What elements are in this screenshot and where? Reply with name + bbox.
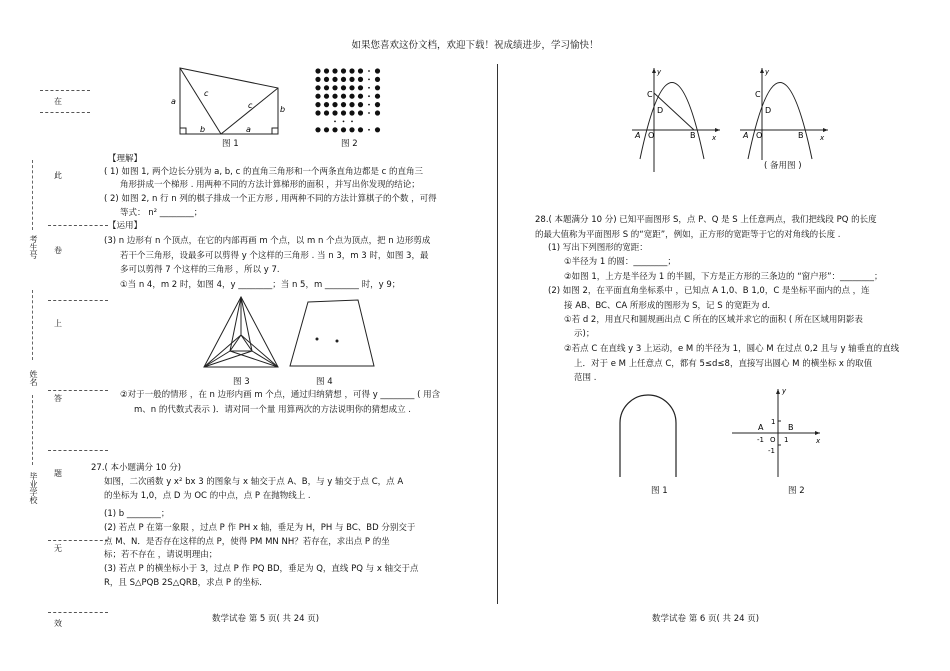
coordinate-axes-figure: [728, 385, 824, 481]
axis-label-x: x: [816, 437, 821, 445]
point-label-A: A: [758, 423, 764, 432]
grid-dot: [349, 68, 354, 73]
question-text: 上．对于 e M 上任意点 C，都有 5≤d≤8，直接写出圆心 M 的横坐标 x 的取值: [574, 359, 873, 369]
fig1-label-a: a: [246, 125, 251, 134]
grid-dot: [349, 94, 354, 99]
question-text: ①若 d 2，用直尺和圆规画出点 C 所在的区域并求它的面积 ( 所在区域用阴影表: [564, 315, 863, 325]
question-text: 示)；: [574, 329, 595, 339]
binding-char: 在: [54, 97, 62, 106]
question-text: 接 AB、BC、CA 所形成的图形为 S，记 S 的宽距为 d．: [564, 301, 776, 311]
grid-dot: [315, 85, 320, 90]
figure-1-trapezoid: [168, 64, 288, 140]
axis-label-y: y: [765, 68, 770, 76]
grid-dot: [375, 68, 380, 73]
ellipsis-dot: [368, 70, 370, 72]
column-divider: [497, 64, 498, 604]
grid-dot: [315, 68, 320, 73]
figure-2-caption: 图 2: [788, 486, 805, 496]
question-27-title: 27.( 本小题满分 10 分): [91, 463, 182, 473]
grid-dot: [341, 85, 346, 90]
grid-dot: [332, 127, 337, 132]
point-label-A: A: [635, 131, 641, 140]
grid-dot: [341, 68, 346, 73]
grid-dot: [324, 94, 329, 99]
question-text: ②若点 C 在直线 y 3 上运动，e M 的半径为 1，圆心 M 在过点 0,2 且与 y 轴垂直的直线: [564, 344, 900, 354]
grid-dot: [315, 110, 320, 115]
grid-dot: [324, 77, 329, 82]
grid-dot: [358, 94, 363, 99]
grid-dot: [358, 102, 363, 107]
ellipsis-dot: [334, 121, 336, 123]
parabola-backup-graph: [736, 64, 832, 164]
page-header: 如果您喜欢这份文档，欢迎下载！祝成绩进步，学习愉快！: [351, 40, 599, 51]
grid-dot: [315, 102, 320, 107]
grid-dot: [341, 110, 346, 115]
question-text: ②如图 1，上方是半径为 1 的半圆，下方是正方形的三条边的 “窗户形”：________；: [564, 272, 883, 282]
point-label-D: D: [765, 106, 772, 115]
question-text: 点 M、N．是否存在这样的点 P，使得 PM MN NH？若存在，求出点 P 的坐: [104, 537, 390, 547]
grid-dot: [332, 68, 337, 73]
question-text: 角形拼成一个梯形 . 用两种不同的方法计算梯形的面积 ，并写出你发现的结论；: [120, 180, 420, 190]
ellipsis-dot: [368, 87, 370, 89]
grid-dot: [375, 102, 380, 107]
axis-label-y: y: [657, 68, 662, 76]
page-footer-left: 数学试卷 第 5 页( 共 24 页): [212, 614, 320, 624]
grid-dot: [332, 110, 337, 115]
grid-dot: [358, 127, 363, 132]
grid-dot: [358, 85, 363, 90]
grid-dot: [341, 77, 346, 82]
grid-dot: [315, 94, 320, 99]
point-label-D: D: [657, 106, 664, 115]
axis-label-y: y: [782, 387, 787, 395]
binding-char: 无: [54, 544, 62, 553]
binding-char: 卷: [54, 246, 62, 255]
question-28-title: 28.( 本题满分 10 分) 已知平面图形 S，点 P、Q 是 S 上任意两点，我们把线段 PQ 的长度: [535, 215, 877, 225]
grid-dot: [341, 102, 346, 107]
grid-dot: [349, 85, 354, 90]
question-text: 等式： n² ________；: [120, 208, 203, 218]
window-shape-figure: [610, 385, 686, 481]
question-text: (1) 写出下列图形的宽距：: [548, 243, 648, 253]
grid-dot: [341, 127, 346, 132]
grid-dot: [375, 110, 380, 115]
question-text: (2) 若点 P 在第一象限 ，过点 P 作 PH x 轴，垂足为 H，PH 与 BC、BD 分别交于: [104, 523, 416, 533]
binding-char: 此: [54, 171, 62, 180]
grid-dot: [315, 127, 320, 132]
question-text: (2) 如图 2，在平面直角坐标系中 ，已知点 A 1,0、B 1,0，C 是坐标平面内的点 ，连: [548, 286, 870, 296]
binding-char: 上: [54, 319, 62, 328]
grid-dot: [315, 77, 320, 82]
binding-char: 效: [54, 619, 62, 628]
fig1-label-a: a: [171, 97, 176, 106]
grid-dot: [349, 127, 354, 132]
axis-label-x: x: [820, 134, 825, 142]
question-text: 如图，二次函数 y x² bx 3 的图象与 x 轴交于点 A、B，与 y 轴交于点 C，点 A: [104, 477, 404, 487]
point-label-C: C: [647, 90, 653, 99]
figure-2-caption: 图 2: [341, 139, 358, 149]
question-text: 多可以剪得 7 个这样的三角形 ，所以 y 7.: [120, 265, 280, 275]
ellipsis-dot: [368, 129, 370, 131]
school-field: 毕业学校: [29, 472, 38, 504]
point-label-C: C: [755, 90, 761, 99]
binding-char: 题: [54, 469, 62, 478]
question-text: (3) n 边形有 n 个顶点，在它的内部再画 m 个点，以 m n 个点为顶点，把 n 边形剪成: [104, 236, 431, 246]
backup-figure-caption: ( 备用图 ): [764, 161, 802, 171]
grid-dot: [349, 102, 354, 107]
grid-dot: [324, 127, 329, 132]
origin-label: O: [770, 436, 776, 444]
point-label-B: B: [690, 131, 696, 140]
student-id-field: 考生号: [29, 235, 38, 259]
grid-dot: [341, 94, 346, 99]
tick-label-1: 1: [771, 418, 776, 426]
figure-4-caption: 图 4: [316, 377, 333, 387]
figure-3-triangle: [200, 293, 282, 373]
ellipsis-dot: [368, 95, 370, 97]
point-label-B: B: [788, 423, 794, 432]
grid-dot: [358, 68, 363, 73]
grid-dot: [332, 85, 337, 90]
point-label-A: A: [743, 131, 749, 140]
question-text: 标；若不存在 ，请说明理由；: [104, 550, 218, 560]
figure-4-quadrilateral: [286, 296, 378, 372]
tick-label-1: 1: [784, 436, 789, 444]
grid-dot: [358, 110, 363, 115]
name-field: 姓名: [29, 370, 38, 386]
grid-dot: [349, 110, 354, 115]
grid-dot: [375, 85, 380, 90]
question-text: 的坐标为 1,0，点 D 为 OC 的中点，点 P 在抛物线上 .: [104, 491, 311, 501]
point-label-B: B: [798, 131, 804, 140]
question-text: 若干个三角形，设最多可以剪得 y 个这样的三角形 . 当 n 3，m 3 时，如图 3，最: [120, 251, 429, 261]
question-text: ①半径为 1 的圆：________；: [564, 257, 676, 267]
grid-dot: [332, 94, 337, 99]
origin-label: O: [756, 131, 763, 140]
grid-dot: [324, 110, 329, 115]
tick-label-neg1: -1: [768, 447, 775, 455]
question-text: (3) 若点 P 的横坐标小于 3，过点 P 作 PQ BD，垂足为 Q，直线 PQ 与 x 轴交于点: [104, 564, 419, 574]
question-text: ( 1) 如图 1, 两个边长分别为 a, b, c 的直角三角形和一个两条直角边都是 c 的直角三: [104, 167, 424, 177]
grid-dot: [375, 127, 380, 132]
fig1-label-b: b: [280, 105, 286, 114]
grid-dot: [349, 77, 354, 82]
fig1-label-c: c: [248, 101, 253, 110]
ellipsis-dot: [343, 121, 345, 123]
understand-tag: 【理解】: [108, 154, 143, 164]
question-text: ①当 n 4，m 2 时，如图 4，y ________；当 n 5，m ________ 时，y 9；: [120, 280, 401, 290]
fig1-label-c: c: [204, 89, 209, 98]
question-text: 的最大值称为平面图形 S 的“宽距”，例如，正方形的宽距等于它的对角线的长度 .: [535, 230, 841, 240]
apply-tag: 【运用】: [108, 221, 143, 231]
question-text: R，且 S△PQB 2S△QRB，求点 P 的坐标．: [104, 578, 268, 588]
question-text: ②对于一般的情形 ，在 n 边形内画 m 个点，通过归纳猜想 ，可得 y ________ ( 用含: [120, 390, 441, 400]
grid-dot: [332, 77, 337, 82]
figure-1-caption: 图 1: [651, 486, 668, 496]
ellipsis-dot: [368, 104, 370, 106]
tick-label-neg1: -1: [757, 436, 764, 444]
binding-char: 答: [54, 394, 62, 403]
grid-dot: [324, 68, 329, 73]
question-text: 范围 .: [574, 373, 597, 383]
axis-label-x: x: [712, 134, 717, 142]
question-text: (1) b ________；: [104, 509, 170, 519]
question-text: ( 2) 如图 2, n 行 n 列的棋子排成一个正方形 , 用两种不同的方法计算棋子的个数 ，可得: [104, 194, 437, 204]
ellipsis-dot: [368, 79, 370, 81]
grid-dot: [375, 94, 380, 99]
figure-2-dot-grid: [312, 66, 382, 134]
origin-label: O: [648, 131, 655, 140]
grid-dot: [332, 102, 337, 107]
question-text: m、n 的代数式表示 )．请对同一个量 用算两次的方法说明你的猜想成立 .: [134, 405, 411, 415]
grid-dot: [324, 85, 329, 90]
grid-dot: [324, 102, 329, 107]
fig1-label-b: b: [200, 125, 206, 134]
figure-1-caption: 图 1: [222, 139, 239, 149]
page-footer-right: 数学试卷 第 6 页( 共 24 页): [652, 614, 760, 624]
parabola-graph: [628, 64, 724, 176]
grid-dot: [358, 77, 363, 82]
grid-dot: [375, 77, 380, 82]
ellipsis-dot: [368, 112, 370, 114]
ellipsis-dot: [351, 121, 353, 123]
figure-3-caption: 图 3: [233, 377, 250, 387]
